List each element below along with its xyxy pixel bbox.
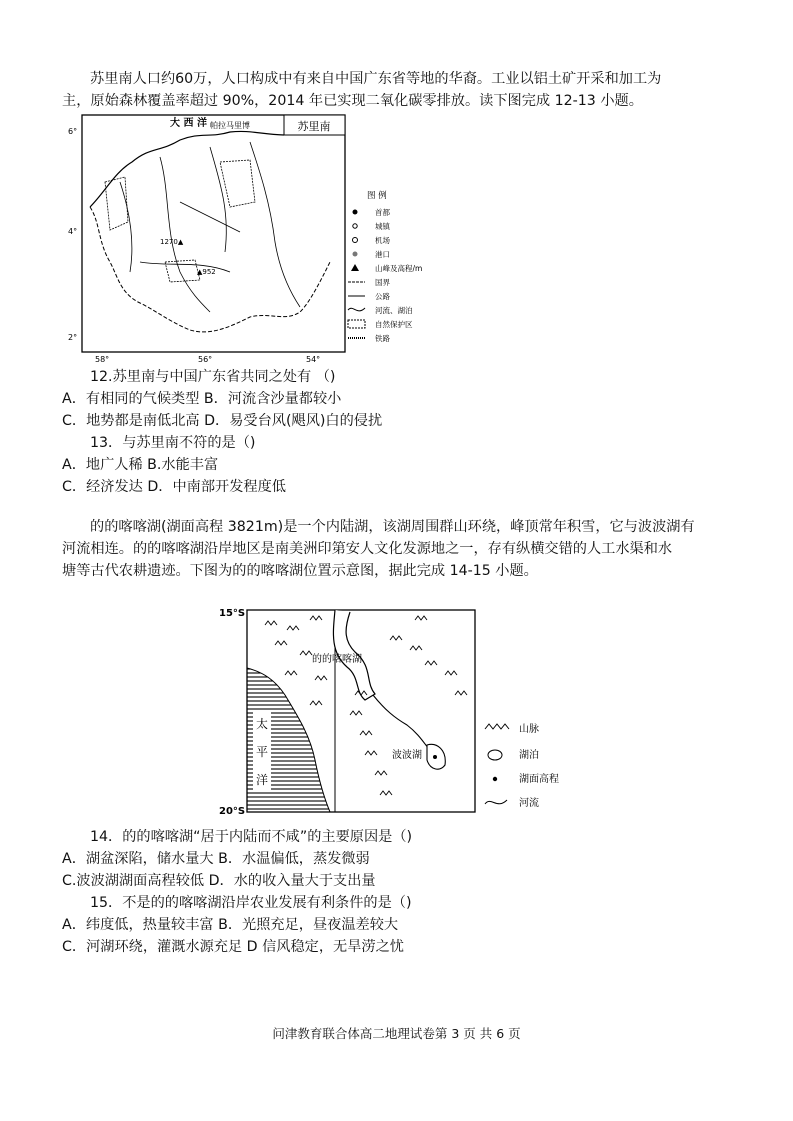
map1-lat-6: 6° (68, 127, 78, 136)
legend-peak: 山峰及高程/m (375, 264, 423, 273)
suriname-map (60, 112, 360, 362)
map1-lon-58: 58° (95, 355, 110, 362)
map1-ocean-label: 大 西 洋 (170, 118, 207, 129)
map1-peak-1270: 1270▲ (160, 238, 184, 246)
legend-railway: 铁路 (375, 334, 390, 343)
map1-lat-4: 4° (68, 227, 78, 236)
q15-options-ab: A．纬度低，热量较丰富 B．光照充足，昼夜温差较大 (62, 917, 399, 933)
map1-title: 苏里南 (297, 120, 331, 133)
q15-options-cd: C．河湖环绕，灌溉水源充足 D 信风稳定，无旱涝之忧 (62, 939, 404, 955)
ocean-char-3: 洋 (255, 773, 269, 787)
legend-lake: 湖泊 (519, 750, 539, 761)
legend-town: 城镇 (375, 222, 390, 231)
q14-options-cd: C.波波湖湖面高程较低 D．水的收入量大于支出量 (62, 873, 376, 889)
map1-peak-952: ▲952 (197, 268, 216, 276)
legend-airport: 机场 (375, 236, 390, 245)
passage2-line2: 河流相连。的的喀喀湖沿岸地区是南美洲印第安人文化发源地之一，存有纵横交错的人工水渠和水 (62, 541, 673, 557)
passage1-line2: 主，原始森林覆盖率超过 90%，2014 年已实现二氧化碳零排放。读下图完成 12-13 小题。 (62, 93, 643, 109)
lat-20s-label: 20°S (219, 806, 246, 817)
q13-options-cd: C．经济发达 D．中南部开发程度低 (62, 479, 286, 495)
q12-options-cd: C．地势都是南低北高 D．易受台风(飓风)白的侵扰 (62, 413, 383, 429)
map2-legend (485, 722, 559, 809)
legend-border: 国界 (375, 278, 390, 287)
poopo-lake-label: 波波湖 (392, 750, 422, 761)
passage2-line1: 的的喀喀湖(湖面高程 3821m)是一个内陆湖，该湖周围群山环绕，峰顶常年积雪，它与波波湖有 (90, 519, 695, 535)
legend-river-lake: 河流、湖泊 (375, 306, 413, 315)
q12-stem: 12.苏里南与中国广东省共同之处有 （) (90, 369, 336, 385)
q13-options-ab: A．地广人稀 B.水能丰富 (62, 457, 219, 473)
legend-title: 图 例 (367, 191, 387, 201)
q13-stem: 13．与苏里南不符的是（) (90, 435, 256, 451)
q15-stem: 15．不是的的喀喀湖沿岸农业发展有利条件的是（) (90, 895, 412, 911)
legend-elevation: 湖面高程 (519, 774, 559, 785)
passage2-line3: 塘等古代农耕遗迹。下图为的的喀喀湖位置示意图，据此完成 14-15 小题。 (62, 563, 538, 579)
legend-road: 公路 (375, 292, 390, 301)
ocean-char-2: 平 (255, 745, 269, 759)
titicaca-lake-label: 的的喀喀湖 (312, 654, 362, 665)
map1-lon-54: 54° (306, 355, 321, 362)
map1-port-label: 帕拉马里博 (210, 121, 250, 130)
legend-river: 河流 (519, 798, 539, 809)
ocean-char-1: 太 (255, 717, 269, 731)
q14-stem: 14．的的喀喀湖“居于内陆而不咸”的主要原因是（) (90, 829, 413, 845)
page-footer: 问津教育联合体高二地理试卷第 3 页 共 6 页 (272, 1026, 521, 1041)
map1-lon-56: 56° (198, 355, 213, 362)
legend-capital: 首都 (375, 208, 390, 217)
legend-port: 港口 (375, 250, 390, 259)
lat-15s-label: 15°S (219, 608, 246, 619)
legend-mountain: 山脉 (519, 724, 539, 735)
titicaca-map (215, 600, 595, 822)
suriname-map-legend (345, 190, 465, 350)
q14-options-ab: A．湖盆深陷，储水量大 B．水温偏低，蒸发微弱 (62, 851, 370, 867)
passage1-line1: 苏里南人口约60万，人口构成中有来自中国广东省等地的华裔。工业以铝土矿开采和加工为 (90, 71, 662, 87)
legend-reserve: 自然保护区 (375, 320, 413, 329)
q12-options-ab: A．有相同的气候类型 B．河流含沙量都较小 (62, 391, 342, 407)
map1-lat-2: 2° (68, 333, 78, 342)
